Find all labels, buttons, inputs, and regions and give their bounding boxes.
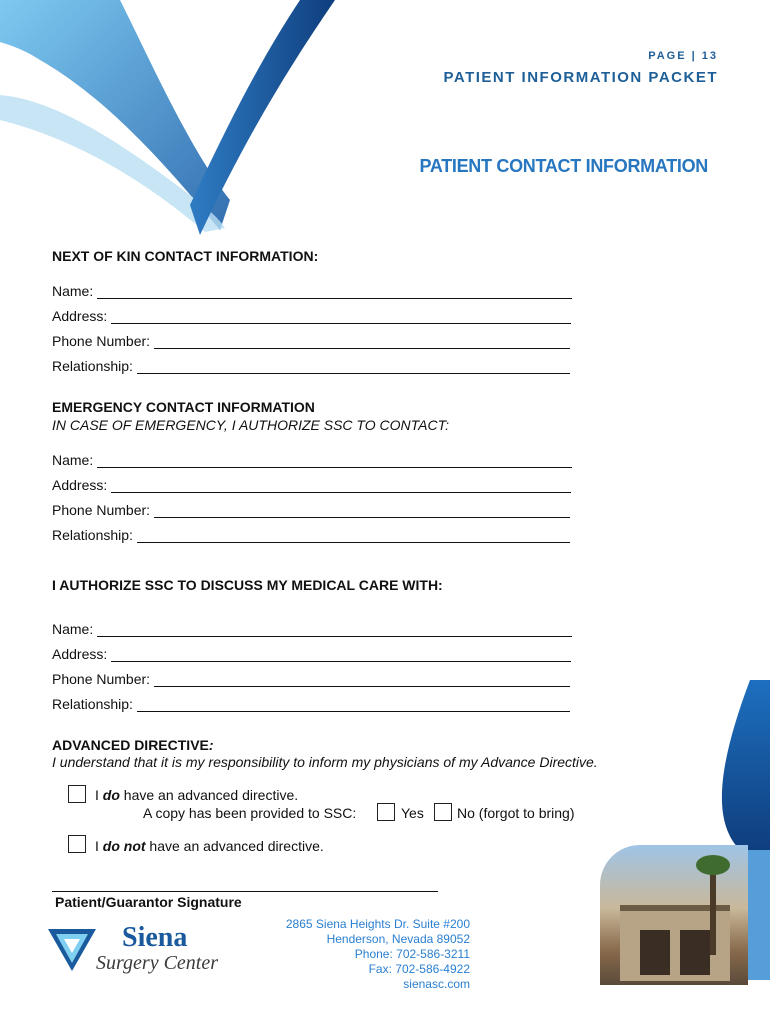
copy-provided-label: A copy has been provided to SSC: <box>143 805 357 821</box>
em-address-line[interactable] <box>111 477 571 493</box>
header-swoosh-graphic <box>0 0 340 250</box>
em-phone-field[interactable] <box>52 500 570 518</box>
nok-relationship-field[interactable] <box>52 356 570 374</box>
em-relationship-label: Relationship: <box>52 527 133 543</box>
nok-name-field[interactable] <box>52 281 572 299</box>
page-title: PATIENT CONTACT INFORMATION <box>419 156 708 176</box>
auth-relationship-label: Relationship: <box>52 696 133 712</box>
nok-relationship-line[interactable] <box>137 358 570 374</box>
auth-address-line[interactable] <box>111 646 571 662</box>
auth-name-line[interactable] <box>97 621 572 637</box>
packet-title: PATIENT INFORMATION PACKET <box>443 69 718 86</box>
nok-address-label: Address: <box>52 308 108 324</box>
nok-address-line[interactable] <box>111 308 571 324</box>
em-name-field[interactable] <box>52 450 572 468</box>
directive-statement: I understand that it is my responsibility to inform my physicians of my Advance Directive. <box>52 754 598 770</box>
signature-label: Patient/Guarantor Signature <box>55 894 242 910</box>
auth-relationship-field[interactable] <box>52 694 570 712</box>
nok-address-field[interactable] <box>52 306 571 324</box>
em-relationship-field[interactable] <box>52 525 570 543</box>
directive-heading-colon: : <box>208 737 214 753</box>
not-pre: I <box>95 838 103 854</box>
have-directive-label <box>95 787 298 803</box>
auth-phone-field[interactable] <box>52 669 570 687</box>
nok-relationship-label: Relationship: <box>52 358 133 374</box>
nok-phone-field[interactable] <box>52 331 570 349</box>
emergency-subheading: IN CASE OF EMERGENCY, I AUTHORIZE SSC TO CONTACT: <box>52 417 449 433</box>
em-relationship-line[interactable] <box>137 527 570 543</box>
copy-yes-label: Yes <box>401 805 424 821</box>
auth-phone-line[interactable] <box>154 671 570 687</box>
not-em: do not <box>102 838 146 854</box>
auth-address-field[interactable] <box>52 644 571 662</box>
copy-yes-checkbox[interactable] <box>377 803 395 821</box>
address-line-2: Henderson, Nevada 89052 <box>326 932 470 946</box>
footer-fax: Fax: 702-586-4922 <box>368 962 470 976</box>
em-address-label: Address: <box>52 477 108 493</box>
nok-phone-line[interactable] <box>154 333 570 349</box>
auth-phone-label: Phone Number: <box>52 671 151 687</box>
nok-name-label: Name: <box>52 283 94 299</box>
copy-no-checkbox[interactable] <box>434 803 452 821</box>
no-directive-label <box>95 838 324 854</box>
siena-logo-icon <box>44 925 100 975</box>
auth-address-label: Address: <box>52 646 108 662</box>
address-line-1: 2865 Siena Heights Dr. Suite #200 <box>285 917 470 931</box>
signature-line[interactable] <box>52 891 438 892</box>
directive-heading <box>52 737 214 753</box>
not-post: have an advanced directive. <box>145 838 324 854</box>
em-phone-line[interactable] <box>154 502 570 518</box>
next-of-kin-heading: NEXT OF KIN CONTACT INFORMATION: <box>52 248 319 264</box>
emergency-heading: EMERGENCY CONTACT INFORMATION <box>52 399 315 415</box>
logo-name: Siena <box>122 922 188 953</box>
em-name-line[interactable] <box>97 452 572 468</box>
auth-relationship-line[interactable] <box>137 696 570 712</box>
building-photo <box>600 845 748 985</box>
auth-name-field[interactable] <box>52 619 572 637</box>
authorize-heading: I AUTHORIZE SSC TO DISCUSS MY MEDICAL CARE WITH: <box>52 577 443 593</box>
nok-phone-label: Phone Number: <box>52 333 151 349</box>
em-address-field[interactable] <box>52 475 571 493</box>
footer-phone: Phone: 702-586-3211 <box>354 947 470 961</box>
copy-no-label: No (forgot to bring) <box>457 805 575 821</box>
em-phone-label: Phone Number: <box>52 502 151 518</box>
have-directive-checkbox[interactable] <box>68 785 86 803</box>
logo-subtitle: Surgery Center <box>96 952 219 974</box>
directive-heading-text: ADVANCED DIRECTIVE <box>52 737 209 753</box>
no-directive-checkbox[interactable] <box>68 835 86 853</box>
auth-name-label: Name: <box>52 621 94 637</box>
have-em: do <box>102 787 120 803</box>
em-name-label: Name: <box>52 452 94 468</box>
have-post: have an advanced directive. <box>119 787 299 803</box>
footer-website[interactable]: sienasc.com <box>403 977 470 991</box>
footer-address <box>250 917 470 992</box>
have-pre: I <box>95 787 103 803</box>
page-number: PAGE | 13 <box>648 50 718 62</box>
nok-name-line[interactable] <box>97 283 572 299</box>
